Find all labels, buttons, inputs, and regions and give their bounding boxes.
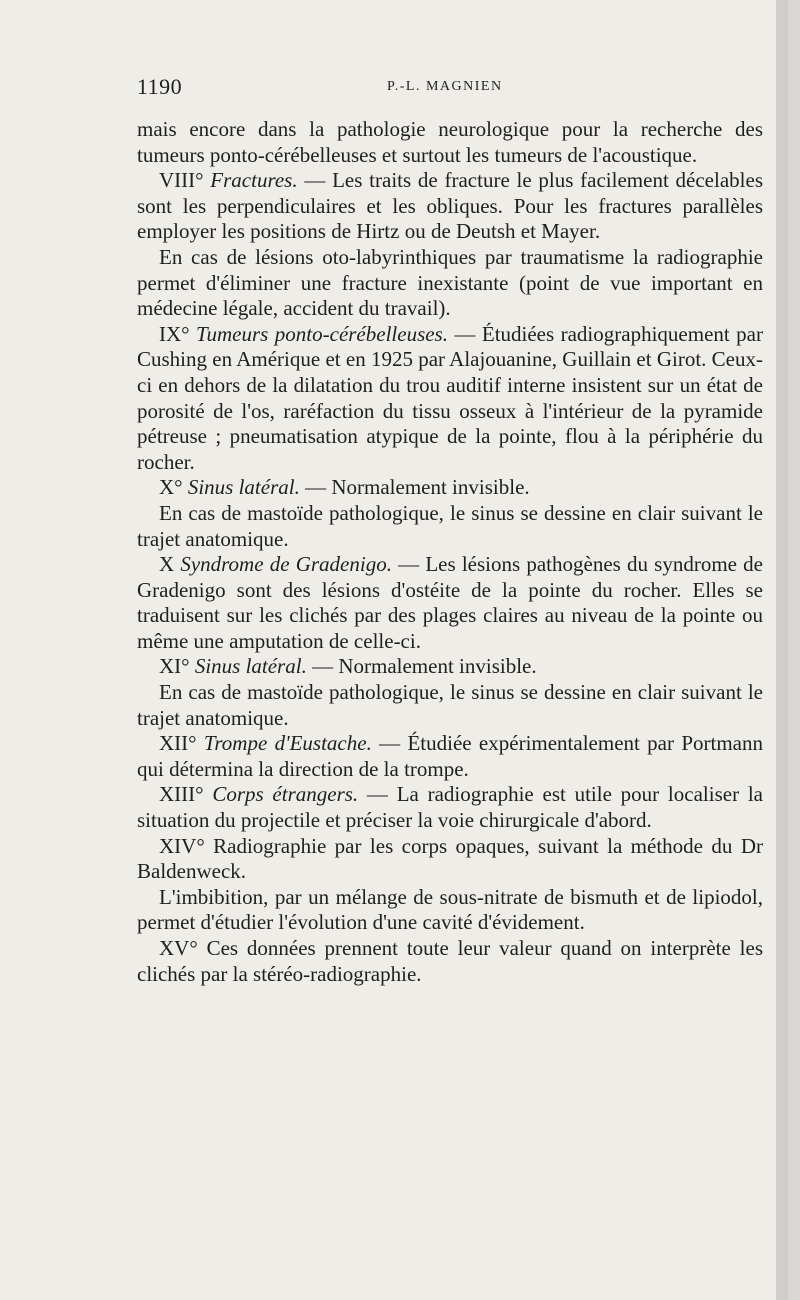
section-title: Sinus latéral. xyxy=(194,654,307,679)
section-paragraph xyxy=(137,731,763,782)
paragraph-text: — La radiographie est utile pour localiser la situation du projectile et préciser la voie chirurgicale d'abord. xyxy=(137,782,763,833)
page-number: 1190 xyxy=(137,74,183,99)
section-number: VIII° xyxy=(159,168,211,193)
paragraph-text: L'imbibition, par un mélange de sous-nitrate de bismuth et de lipiodol, permet d'étudier l'évolution d'une cavité d'évidement. xyxy=(137,884,763,935)
section-title: Corps étrangers. xyxy=(212,782,359,807)
paragraph xyxy=(137,245,763,322)
section-number: X° xyxy=(159,475,188,500)
section-paragraph xyxy=(137,322,763,476)
section-title: Syndrome de Gradenigo. xyxy=(180,552,392,577)
paragraph-text: — Les lésions pathogènes du syndrome de Gradenigo sont des lésions d'ostéite de la pointe du rocher. Elles se traduisent sur les clichés par des plages claires au niveau de la pointe ou même une amputation de celle-ci. xyxy=(137,552,763,653)
running-head: P.-L. MAGNIEN xyxy=(387,79,503,94)
paragraph xyxy=(137,501,763,552)
paragraph-text: Radiographie par les corps opaques, suivant la méthode du Dr Baldenweck. xyxy=(137,833,763,884)
section-paragraph xyxy=(137,936,763,987)
section-number: IX° xyxy=(159,321,196,346)
section-paragraph xyxy=(137,475,763,501)
page-header xyxy=(137,74,763,98)
paragraph xyxy=(137,117,763,168)
paragraph-text: — Normalement invisible. xyxy=(299,475,530,500)
paragraph-text: En cas de mastoïde pathologique, le sinus se dessine en clair suivant le trajet anatomique. xyxy=(137,500,763,551)
section-paragraph xyxy=(137,782,763,833)
section-number: XV° xyxy=(159,936,207,960)
section-number: XIV° xyxy=(159,833,214,858)
section-number: XI° xyxy=(159,654,195,679)
paragraph-text: En cas de mastoïde pathologique, le sinus se dessine en clair suivant le trajet anatomique. xyxy=(137,680,763,730)
section-title: Trompe d'Eustache. xyxy=(203,731,372,756)
section-title: Tumeurs ponto-cérébelleuses. xyxy=(196,321,448,346)
section-number: XIII° xyxy=(159,782,213,807)
paragraph xyxy=(137,885,763,936)
paragraph-text: — Étudiée expérimentalement par Portmann qui détermina la direction de la trompe. xyxy=(137,731,763,781)
paragraph-text: En cas de lésions oto-labyrinthiques par traumatisme la radiographie permet d'éliminer une fracture inexistante (point de vue important en médecine légale, accident du travail). xyxy=(137,244,763,321)
section-number: X xyxy=(159,552,181,577)
page-edge-shadow xyxy=(776,0,788,1300)
section-paragraph xyxy=(137,834,763,885)
section-paragraph xyxy=(137,552,763,654)
paragraph-text: — Étudiées radiographiquement par Cushing en Amérique et en 1925 par Alajouanine, Guillain et Girot. Ceux-ci en dehors de la dilatation du trou auditif interne insistent sur un état de porosité de l'os, raréfaction du tissu osseux à l'intérieur de la pyramide pétreuse ; pneumatisation atypique de la pointe, flou à la périphérie du rocher. xyxy=(137,321,763,474)
paragraph-text: Ces données prennent toute leur valeur quand on interprète les clichés par la stéréo-radiographie. xyxy=(137,936,763,986)
paragraph xyxy=(137,680,763,731)
section-paragraph xyxy=(137,654,763,680)
section-title: Sinus latéral. xyxy=(187,475,300,500)
paragraph-text: — Normalement invisible. xyxy=(306,654,537,679)
section-number: XII° xyxy=(159,731,204,756)
paragraph-text: mais encore dans la pathologie neurologique pour la recherche des tumeurs ponto-cérébelleuses et surtout les tumeurs de l'acoustique. xyxy=(137,117,763,167)
page-body xyxy=(137,117,763,987)
section-paragraph xyxy=(137,168,763,245)
paragraph-text: — Les traits de fracture le plus facilement décelables sont les perpendiculaires et les obliques. Pour les fractures parallèles employer les positions de Hirtz ou de Deutsh et Mayer. xyxy=(137,168,763,244)
section-title: Fractures. xyxy=(210,168,298,193)
